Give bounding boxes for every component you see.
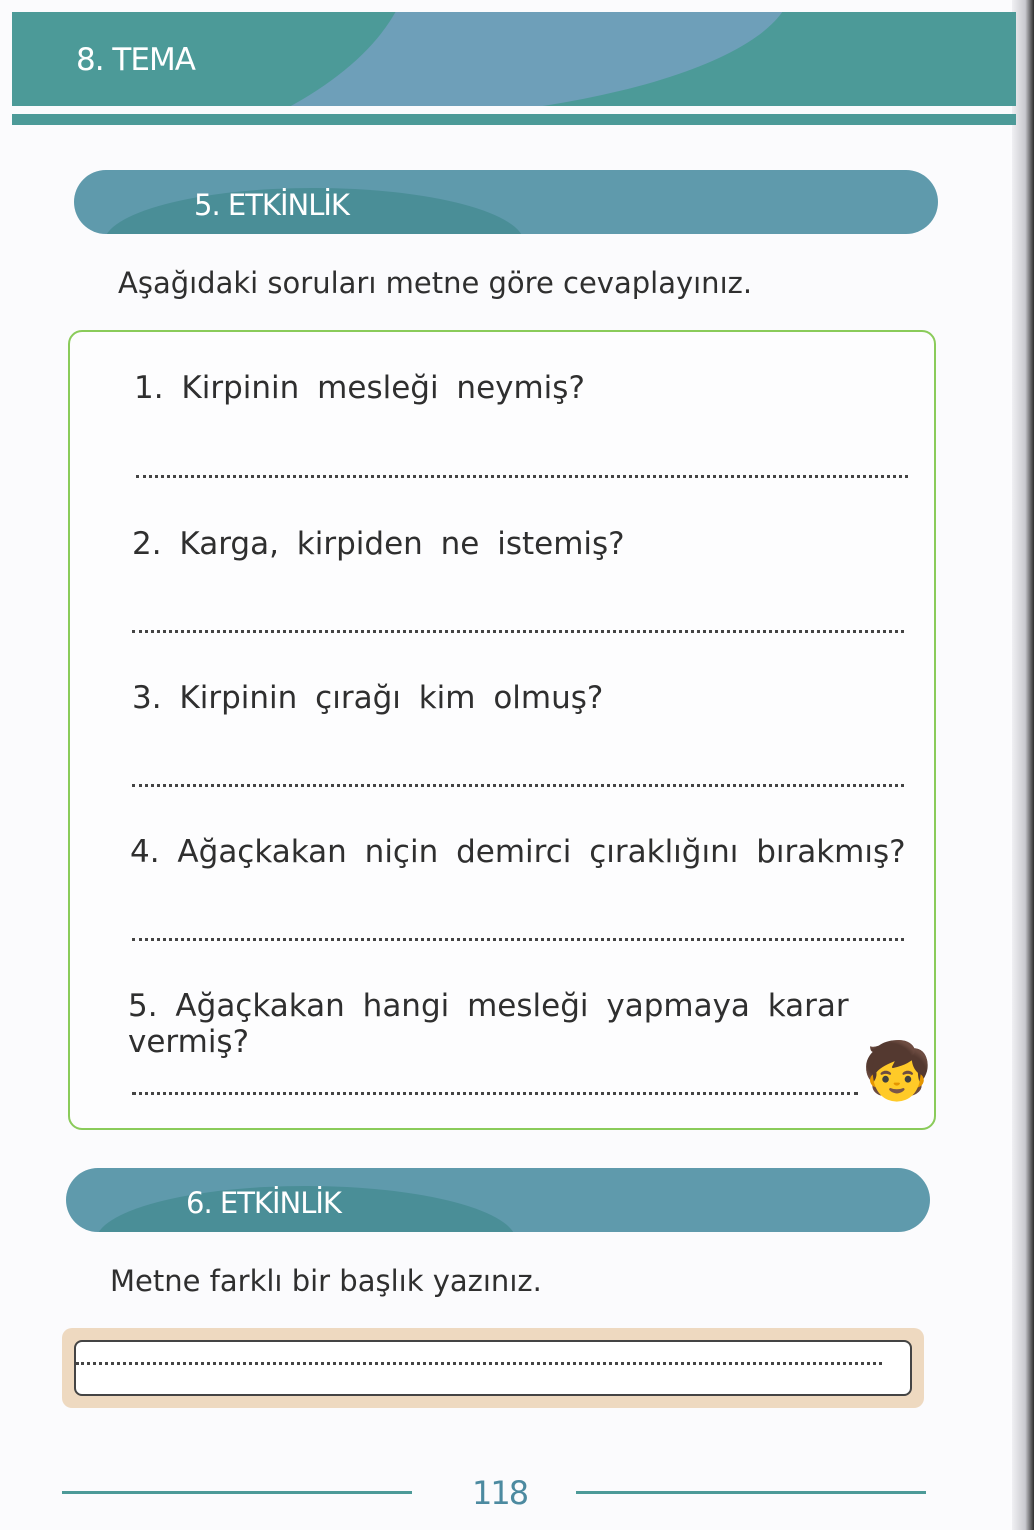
questions-box: [68, 330, 936, 1130]
theme-title: 8. TEMA: [76, 42, 195, 78]
title-answer-box: [62, 1328, 924, 1408]
question-3: 3. Kirpinin çırağı kim olmuş?: [132, 680, 604, 716]
footer-line-right: [576, 1491, 926, 1494]
title-answer-line: [76, 1362, 882, 1365]
answer-line-4[interactable]: [132, 938, 904, 941]
answer-line-2[interactable]: [132, 630, 904, 633]
answer-line-5[interactable]: [132, 1092, 858, 1095]
activity-5-instruction: Aşağıdaki soruları metne göre cevaplayınız.: [118, 266, 753, 300]
activity-5-banner: [74, 170, 938, 234]
question-5: 5. Ağaçkakan hangi mesleği yapmaya karar vermiş?: [128, 988, 849, 1060]
theme-header: [12, 12, 1016, 106]
activity-5-title: 5. ETKİNLİK: [194, 188, 349, 222]
answer-line-1[interactable]: [136, 475, 908, 478]
answer-line-3[interactable]: [132, 784, 904, 787]
question-2: 2. Karga, kirpiden ne istemiş?: [132, 526, 625, 562]
header-stripe: [12, 114, 1016, 125]
page-number: 118: [472, 1474, 528, 1512]
activity-6-title: 6. ETKİNLİK: [186, 1186, 341, 1220]
footer-line-left: [62, 1491, 412, 1494]
activity-6-banner: [66, 1168, 930, 1232]
question-1: 1. Kirpinin mesleği neymiş?: [134, 370, 585, 406]
smiling-kid-illustration: 🧒: [862, 1039, 932, 1104]
title-answer-field[interactable]: [74, 1340, 912, 1396]
activity-6-instruction: Metne farklı bir başlık yazınız.: [110, 1264, 542, 1298]
question-4: 4. Ağaçkakan niçin demirci çıraklığını bırakmış?: [130, 834, 906, 870]
book-spine: [1012, 0, 1034, 1530]
